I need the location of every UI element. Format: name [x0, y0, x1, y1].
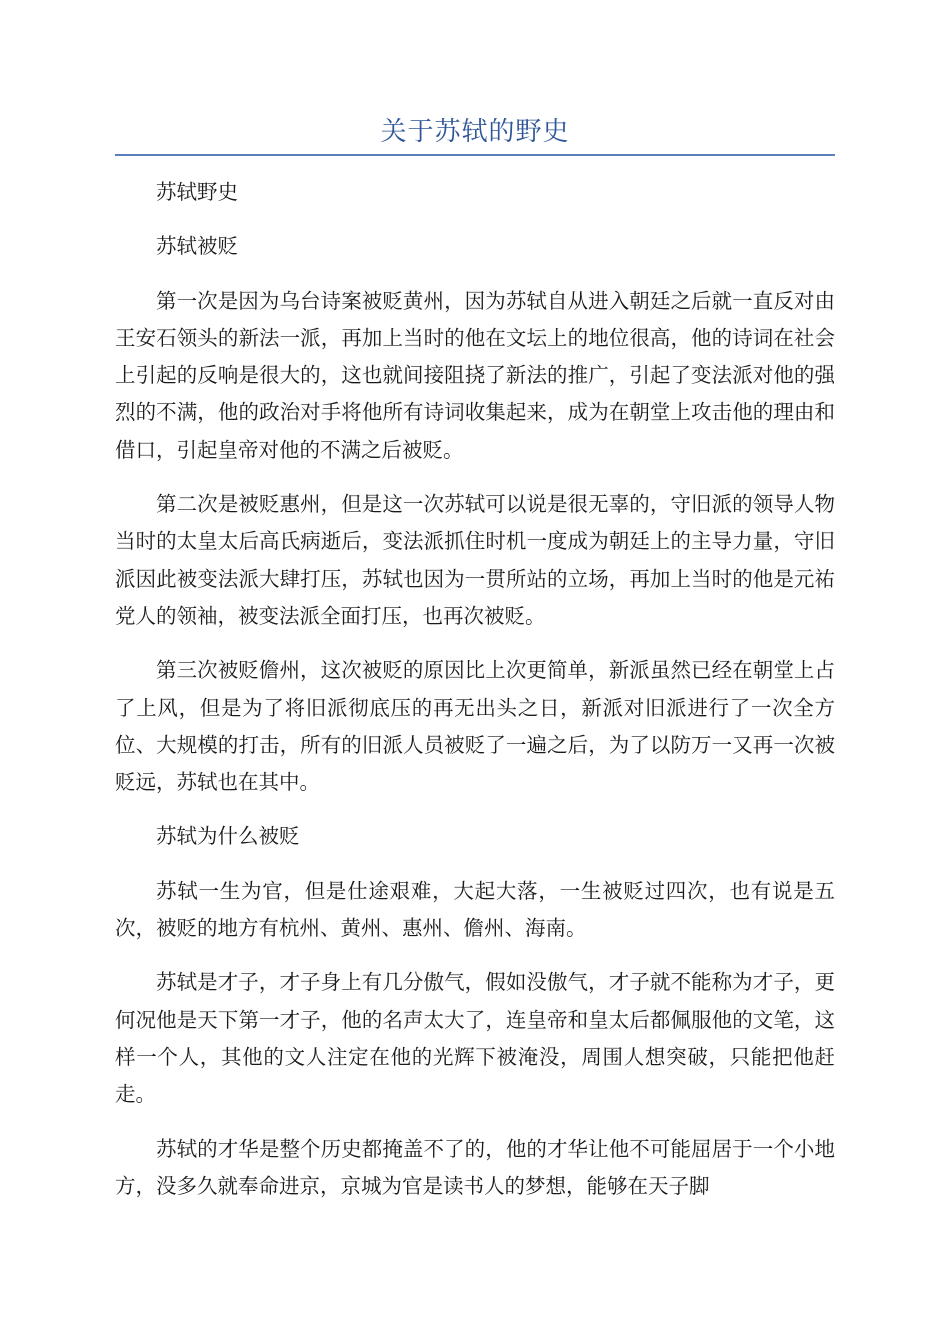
paragraph-talent-history: 苏轼的才华是整个历史都掩盖不了的，他的才华让他不可能屈居于一个小地方，没多久就奉命进京，京城为官是读书人的梦想，能够在天子脚: [115, 1136, 835, 1198]
document-body: [115, 174, 835, 1222]
document-title: 关于苏轼的野史: [380, 117, 570, 147]
paragraph-heading-yeshi: 苏轼野史: [156, 180, 238, 204]
paragraph-second-exile: 第二次是被贬惠州，但是这一次苏轼可以说是很无辜的，守旧派的领导人物当时的太皇太后高氏病逝后，变法派抓住时机一度成为朝廷上的主导力量，守旧派因此被变法派大肆打压，苏轼也因为一贯所站的立场，再加上当时的他是元祐党人的领袖，被变法派全面打压，也再次被贬。: [115, 492, 835, 628]
paragraph-third-exile: 第三次被贬儋州，这次被贬的原因比上次更简单，新派虽然已经在朝堂上占了上风，但是为了将旧派彻底压的再无出头之日，新派对旧派进行了一次全方位、大规模的打击，所有的旧派人员被贬了一遍之后，为了以防万一又再一次被贬远，苏轼也在其中。: [115, 658, 835, 795]
title-underline: [115, 154, 835, 156]
paragraph-heading-why: 苏轼为什么被贬: [156, 824, 300, 849]
paragraph-career: 苏轼一生为官，但是仕途艰难，大起大落，一生被贬过四次，也有说是五次，被贬的地方有杭州、黄州、惠州、儋州、海南。: [115, 878, 835, 941]
paragraph-first-exile: 第一次是因为乌台诗案被贬黄州，因为苏轼自从进入朝廷之后就一直反对由王安石领头的新法一派，再加上当时的他在文坛上的地位很高，他的诗词在社会上引起的反响是很大的，这也就间接阻挠了新法的推广，引起了变法派对他的强烈的不满，他的政治对手将他所有诗词收集起来，成为在朝堂上攻击他的理由和借口，引起皇帝对他的不满之后被贬。: [115, 288, 835, 462]
paragraph-heading-beibian: 苏轼被贬: [156, 234, 238, 259]
paragraph-talent-pride: 苏轼是才子，才子身上有几分傲气，假如没傲气，才子就不能称为才子，更何况他是天下第一才子，他的名声太大了，连皇帝和皇太后都佩服他的文笔，这样一个人，其他的文人注定在他的光辉下被淹没，周围人想突破，只能把他赶走。: [115, 970, 835, 1107]
